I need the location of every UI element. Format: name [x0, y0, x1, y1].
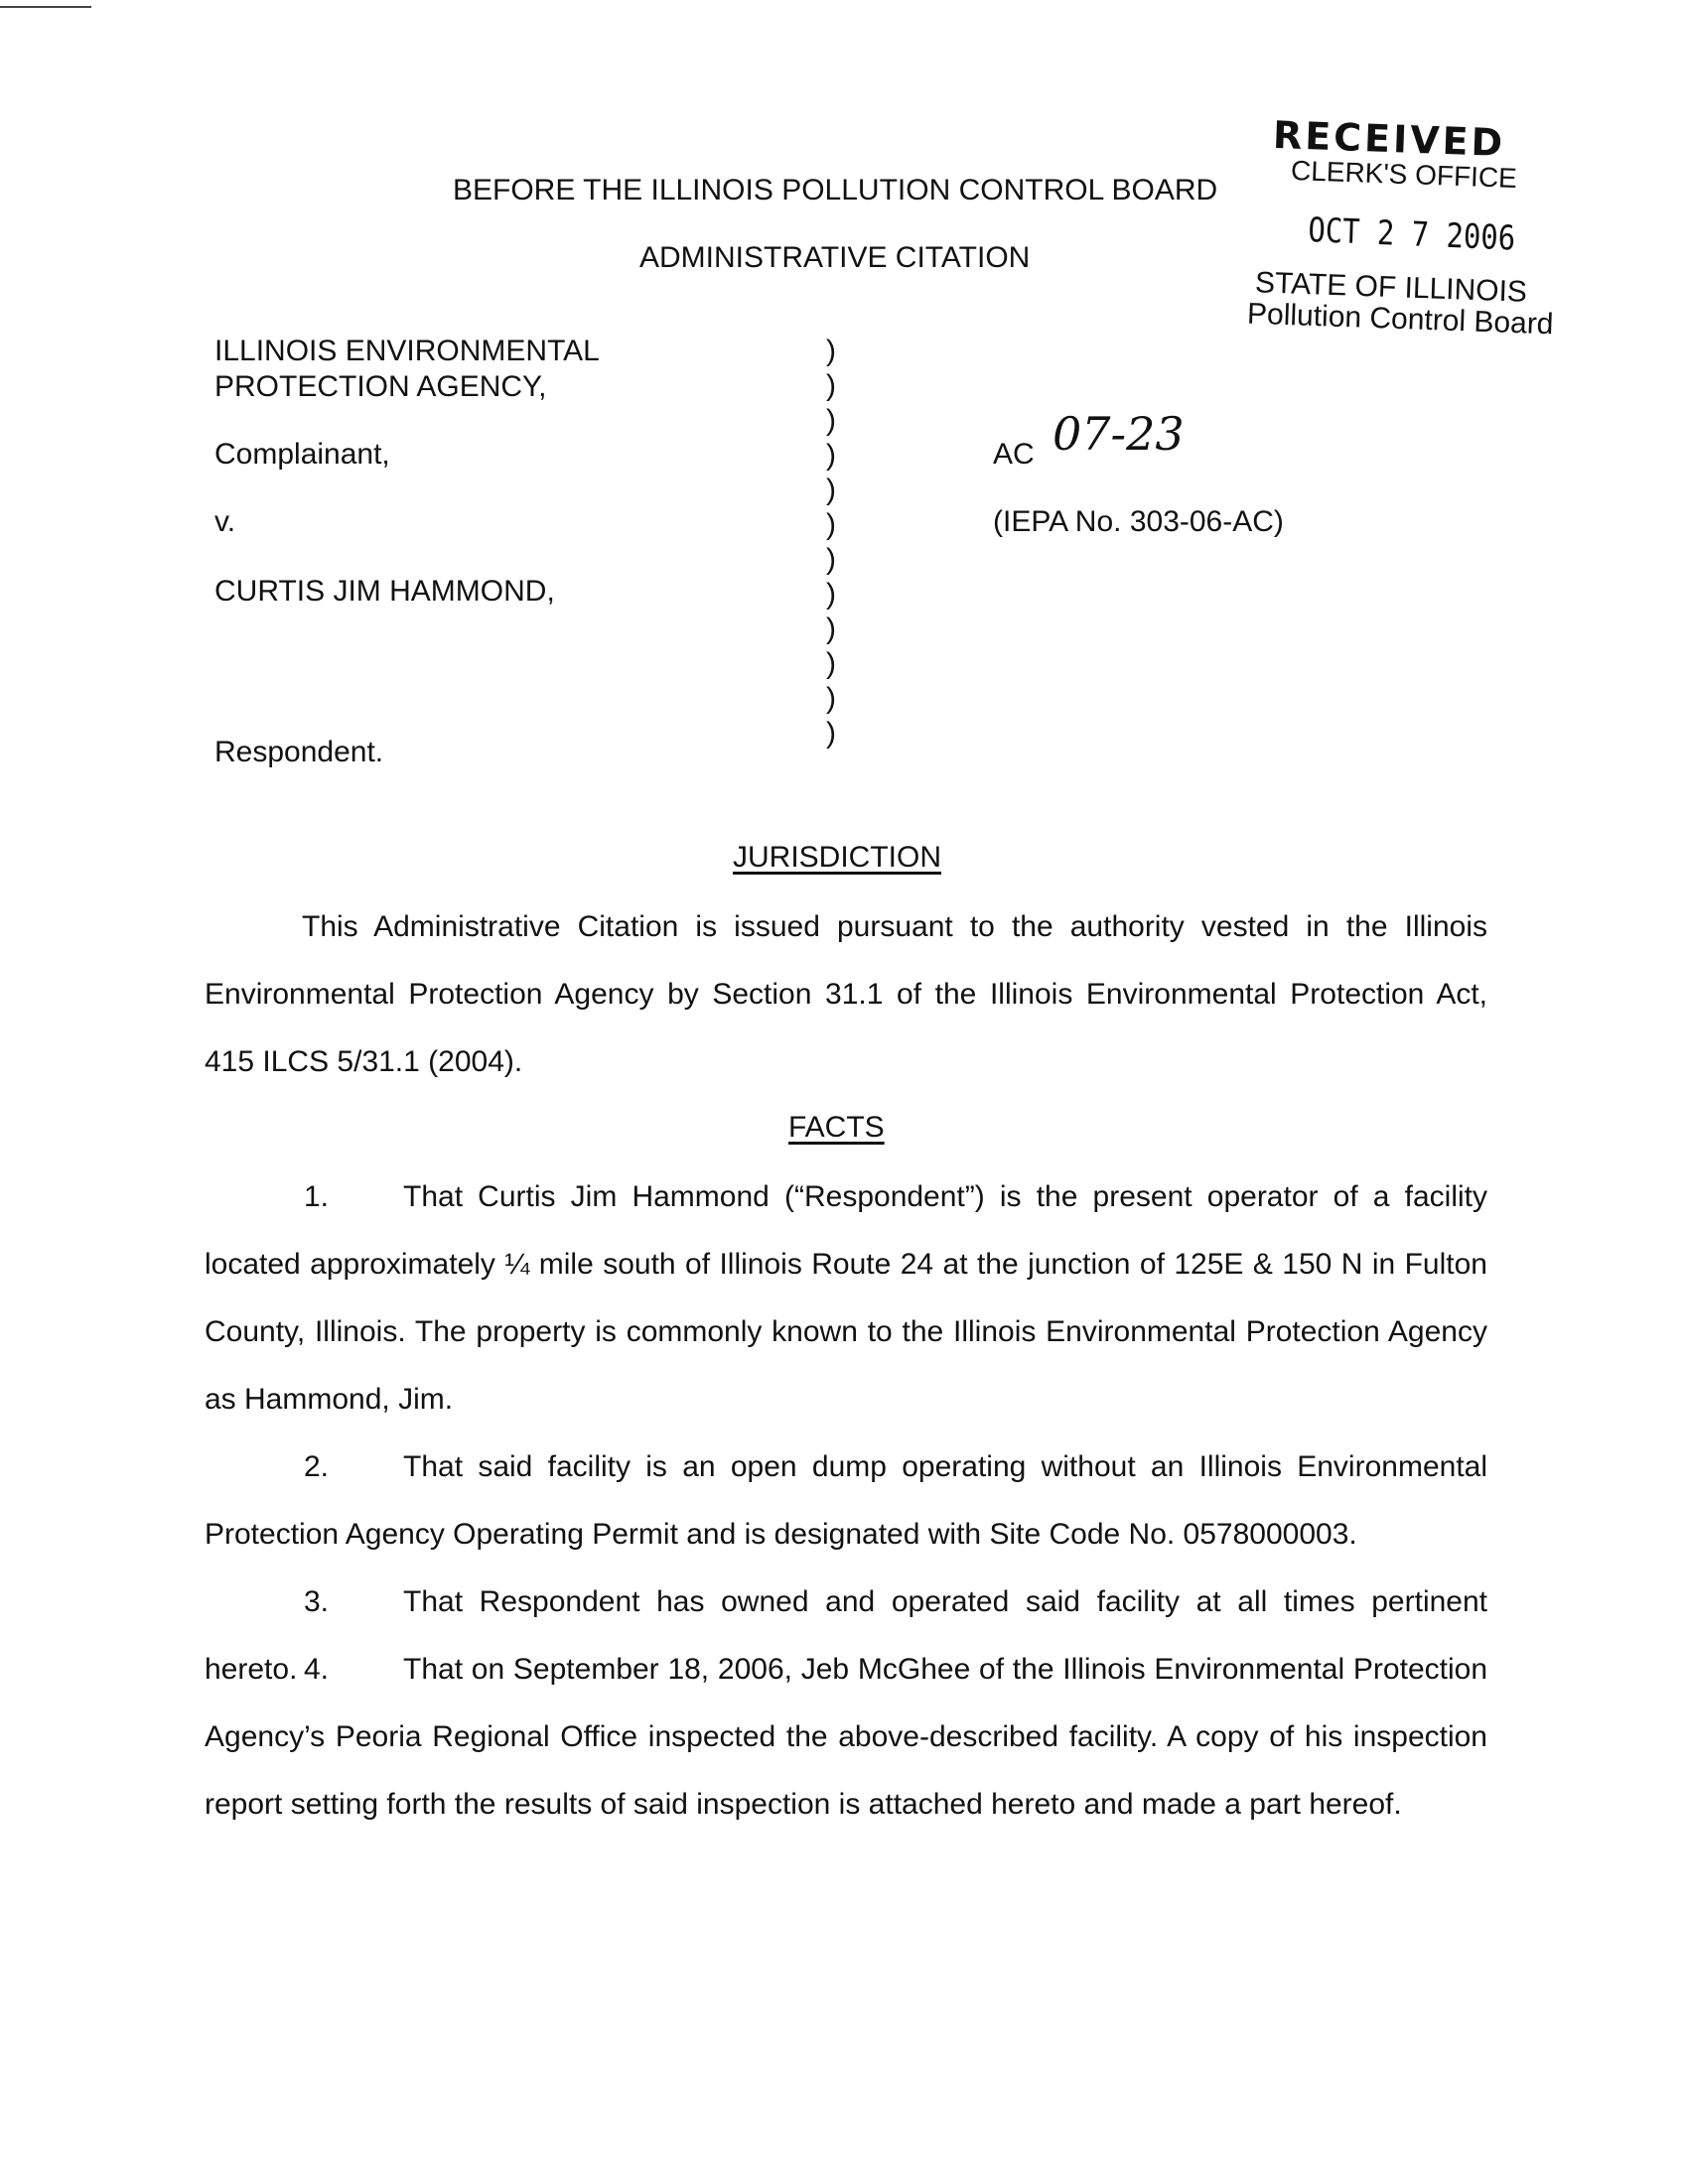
fact-paragraph-1	[205, 1163, 1487, 1433]
paren: )	[826, 717, 836, 750]
respondent-role: Respondent.	[214, 736, 384, 768]
stamp-office: CLERK'S OFFICE	[1290, 155, 1518, 194]
versus: v.	[214, 505, 236, 538]
case-number-handwritten: 07-23	[1052, 407, 1185, 461]
paren: )	[826, 508, 836, 541]
paren: )	[826, 543, 836, 576]
fact-text: That Respondent has owned and operated said facility at all times pertinent hereto.	[205, 1585, 1487, 1686]
fact-paragraph-4	[205, 1636, 1487, 1839]
fact-text: That Curtis Jim Hammond (“Respondent”) is the present operator of a facility located approximately ¼ mile south of Illinois Route 24 at the junction of 125E & 150 N in Fulton County, Illinois. The property is commonly known to the Illinois Environmental Protection Agency as Hammond, Jim.	[205, 1180, 1487, 1416]
complainant-name-line1: ILLINOIS ENVIRONMENTAL	[214, 335, 600, 367]
document-type: ADMINISTRATIVE CITATION	[639, 241, 1031, 274]
paren: )	[826, 369, 836, 402]
fact-number: 4.	[304, 1653, 330, 1686]
stamp-board: Pollution Control Board	[1246, 297, 1555, 341]
stamp-state: STATE OF ILLINOIS	[1254, 266, 1528, 309]
fact-text: That on September 18, 2006, Jeb McGhee of the Illinois Environmental Protection Agency’s Peoria Regional Office inspected the above-described facility. A copy of his inspection report setting forth the results of said inspection is attached hereto and made a part hereof.	[205, 1653, 1487, 1821]
fact-paragraph-2	[205, 1433, 1487, 1569]
fact-text: That said facility is an open dump operating without an Illinois Environmental Protection Agency Operating Permit and is designated with Site Code No. 0578000003.	[205, 1450, 1487, 1551]
complainant-role: Complainant,	[214, 438, 390, 471]
case-prefix: AC	[993, 438, 1035, 471]
paren: )	[826, 682, 836, 715]
respondent-name: CURTIS JIM HAMMOND,	[214, 575, 555, 608]
caption-paren-column	[826, 334, 846, 751]
court-title: BEFORE THE ILLINOIS POLLUTION CONTROL BOARD	[453, 174, 1218, 206]
facts-heading: FACTS	[788, 1111, 885, 1144]
jurisdiction-paragraph: This Administrative Citation is issued pursuant to the authority vested in the Illinois Environmental Protection Agency by Section 31.1 of the Illinois Environmental Protection Act, 415 ILCS 5/31.1 (2004).	[205, 910, 1487, 1078]
fact-number: 3.	[304, 1585, 330, 1618]
jurisdiction-heading: JURISDICTION	[733, 841, 941, 874]
stamp-date: OCT 2 7 2006	[1307, 210, 1516, 259]
paren: )	[826, 335, 836, 367]
paren: )	[826, 439, 836, 472]
iepa-number: (IEPA No. 303-06-AC)	[993, 505, 1284, 538]
paren: )	[826, 474, 836, 506]
paren: )	[826, 613, 836, 645]
paren: )	[826, 578, 836, 611]
scan-edge-mark	[0, 6, 91, 8]
stamp-received-label: RECEIVED	[1272, 112, 1506, 166]
fact-number: 1.	[304, 1180, 330, 1213]
paren: )	[826, 647, 836, 680]
paren: )	[826, 404, 836, 437]
fact-number: 2.	[304, 1450, 330, 1483]
complainant-name-line2: PROTECTION AGENCY,	[214, 370, 547, 403]
